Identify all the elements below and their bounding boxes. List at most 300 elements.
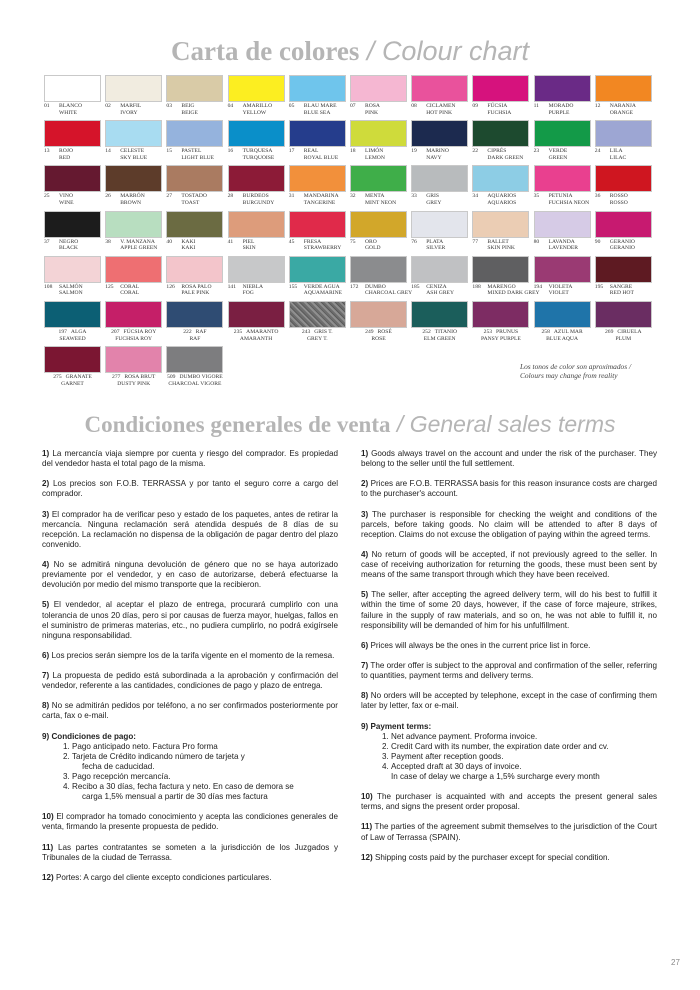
colour-chip [166,165,223,192]
colour-name-en: KAKI [181,245,196,252]
colour-code: 235 [233,329,243,335]
colour-swatch-23 [534,120,591,161]
clause-heading: 9) Condiciones de pago: [42,731,136,741]
colour-name-en: LAVENDER [548,245,579,252]
colour-code: 08 [411,103,417,109]
colour-chip [595,120,652,147]
colour-name-es: TOSTADO [181,193,207,200]
colour-name-en: TURQUOISE [242,154,275,161]
colour-label [472,329,529,342]
colour-chip [228,211,285,238]
clause: 2) Prices are F.O.B. TERRASSA basis for this reason insurance costs are charged to the purchaser's account. [361,479,657,499]
colour-name-en: FUCHSIA [487,109,512,116]
colour-name-es: NEGRO [59,238,79,245]
colour-swatch-25 [44,165,101,206]
colour-swatch-07 [350,75,407,116]
colour-code: 269 [604,329,614,335]
colour-name-en: APPLE GREEN [120,245,158,252]
colour-chip [472,120,529,147]
colour-name-es: AMARILLO [242,103,273,109]
colour-swatch-35 [534,165,591,206]
colour-code: 141 [227,283,236,290]
colour-name-es: AQUARIOS [487,193,517,200]
clause: 12) Portes: A cargo del cliente excepto condiciones particulares. [42,872,272,882]
colour-label [228,239,285,252]
colour-name-es: MARRÓN [120,193,145,200]
colour-swatch-90 [595,211,652,252]
colour-code: 27 [166,193,172,200]
colour-name-en: CHARCOAL VIGORE [168,380,222,387]
colour-name-es: ALGA [70,329,87,335]
colour-code: 126 [166,283,175,290]
colour-name-en: ASH GREY [426,290,455,297]
colour-name-en: ORANGE [609,109,634,116]
colour-chip [350,301,407,328]
colour-code: 19 [411,148,417,155]
colour-chip [105,75,162,102]
colour-name-es: FÚCSIA [487,103,508,109]
colour-swatch-76 [411,211,468,252]
colour-code: 07 [350,103,356,109]
colour-name-en: LEMON [365,154,385,161]
clause: 5) The seller, after accepting the agreed delivery term, will do his best to fulfill it within the time of some 20 days, however, if the case of force majeure, strikes, failure in the supply of raw materials, and so on, he was not able to fulfill it, no responsibility will be demanded of him for his unfulfillment. [361,590,657,630]
clause: 6) Los precios serán siempre los de la tarifa vigente en el momento de la remesa. [42,650,335,660]
colour-swatch-grid [44,75,660,395]
colour-label [595,193,652,206]
colour-name-en: LILAC [609,154,627,161]
colour-chip [595,211,652,238]
colour-label [228,193,285,206]
colour-name-en: YELLOW [242,109,267,116]
list-item: 1. Net advance payment. Proforma invoice. [391,732,657,742]
colour-name-en: BEIGE [181,109,198,116]
colour-label [472,103,529,116]
colour-chip [105,120,162,147]
colour-name-en: SKIN [242,245,256,252]
colour-name-es: BLAU MARE [303,103,337,109]
colour-label [166,284,223,297]
colour-name-en: DUSTY PINK [117,380,151,387]
colour-chip [166,301,223,328]
list-item: 3. Pago recepción mercancía. [72,772,338,782]
colour-swatch-34 [472,165,529,206]
colour-name-en: FUCHSIA NEON [548,199,590,206]
colour-swatch-38 [105,211,162,252]
colour-chip [472,211,529,238]
colour-chip [534,301,591,328]
colour-code: 32 [350,193,356,200]
colour-name-es: PETUNIA [548,193,573,200]
colour-label [350,239,407,252]
colour-swatch-28 [228,165,285,206]
clause: 6) Prices will always be the ones in the current price list in force. [361,640,591,650]
colour-code: 188 [472,283,481,290]
colour-swatch-207 [105,301,162,342]
colour-chip [534,120,591,147]
colour-code: 22 [472,148,478,155]
colour-chip [166,256,223,283]
colour-swatch-155 [289,256,346,297]
colour-name-en: GARNET [61,380,84,387]
clause: 7) The order offer is subject to the approval and confirmation of the seller, referring to quantities, payment terms and delivery terms. [361,660,657,681]
colour-name-es: CORAL [120,283,140,290]
colour-label [595,284,652,297]
colour-swatch-269 [595,301,652,342]
colour-swatch-141 [228,256,285,297]
colour-chip [44,301,101,328]
colour-swatch-197 [44,301,101,342]
colour-code: 277 [112,374,121,381]
colour-swatch-12 [595,75,652,116]
colour-name-es: LAVANDA [548,238,575,245]
colour-label [289,329,346,342]
colour-chip [595,75,652,102]
colour-name-en: GREEN [548,154,568,161]
colour-chart-title: Carta de colores / Colour chart [170,36,530,66]
colour-chip [534,256,591,283]
colour-code: 11 [533,103,539,109]
colour-code: 09 [472,103,478,109]
colour-code: 249 [365,329,374,335]
colour-swatch-09 [472,75,529,116]
colour-label [166,239,223,252]
colour-code: 15 [166,148,172,155]
colour-code: 90 [594,238,601,245]
colour-code: 37 [44,238,50,245]
clause: 1) La mercancía viaja siempre por cuenta y riesgo del comprador. Es propiedad del vendedor hasta el total pago de la misma. [42,449,338,469]
colour-chip [44,165,101,192]
colour-name-en: ELM GREEN [423,335,456,342]
colour-chip [472,256,529,283]
colour-chip [411,75,468,102]
colour-name-es: BALLET [487,238,509,245]
colour-name-es: FÚCSIA ROY [123,329,157,335]
list-item: 4. Recibo a 30 días, fecha factura y neto. En caso de demora se carga 1,5% mensual a partir de 30 días mes factura [72,782,338,802]
colour-name-es: CELESTE [120,148,145,155]
colour-label [105,374,162,387]
colour-swatch-22 [472,120,529,161]
colour-name-es: CIRUELA [617,329,642,335]
colour-name-es: GRIS [426,193,439,200]
colour-chip [44,211,101,238]
colour-name-en: AMARANTH [239,335,273,342]
clause: 8) No orders will be accepted by telephone, except in the case of confirming them later by letter, fax or e-mail. [361,691,658,711]
colour-label [105,103,162,116]
colour-code: 05 [288,103,295,109]
colour-code: 01 [44,103,50,109]
colour-swatch-01 [44,75,101,116]
list-item: 2. Credit Card with its number, the expiration date order and cv. [391,742,657,752]
colour-code: 125 [105,283,114,290]
colour-chip [350,256,407,283]
colour-label [44,239,101,252]
colour-name-es: GRANATE [65,374,92,381]
colour-name-es: CICLAMEN [426,103,456,109]
colour-name-en: BROWN [120,199,142,206]
colour-name-en: RAF [189,335,201,342]
colour-name-es: RAF [195,329,207,335]
colour-chip [44,346,101,373]
colour-label [228,284,285,297]
clause: 12) Shipping costs paid by the purchaser except for special condition. [361,852,610,862]
colour-name-es: DUMBO VIGORE [179,374,223,381]
colour-name-es: CIPRÉS [487,148,507,155]
colour-label [472,239,529,252]
colour-chip [228,165,285,192]
colour-label [472,193,529,206]
clause: 3) El comprador ha de verificar peso y estado de los paquetes, antes de retirar la mercancía. Ninguna reclamación será atendida después de 8 días de su recepción. La reclamación no dispensa de la obligación de pagar dentro del plazo convenido. [42,509,338,549]
colour-name-es: ROSA BRUT [124,374,156,381]
colour-name-en: CORAL [120,290,140,297]
colour-code: 13 [44,148,50,155]
colour-code: 18 [350,148,356,155]
colour-code: 23 [533,148,540,155]
colour-name-es: TURQUESA [242,148,273,155]
colour-code: 195 [594,283,604,290]
colour-code: 45 [288,238,295,245]
colour-name-es: BLANCO [59,103,82,109]
colour-name-es: BEIG [181,103,195,109]
colour-code: 185 [411,283,420,290]
colour-swatch-03 [166,75,223,116]
colour-chip [595,256,652,283]
colour-code: 509 [167,374,176,381]
colour-swatch-19 [411,120,468,161]
colour-name-en: BLACK [59,245,78,252]
colour-label [534,148,591,161]
colour-name-es: CENIZA [426,283,447,290]
colour-chip [350,75,407,102]
colour-name-en: FUCHSIA ROY [115,335,153,342]
colour-swatch-77 [472,211,529,252]
colour-name-es: ROSA PALO [181,283,212,290]
colour-label [350,103,407,116]
colour-name-en: TOAST [181,199,200,206]
colour-name-en: PANSY PURPLE [480,335,521,342]
colour-label [534,103,591,116]
clause: 7) La propuesta de pedido está subordinada a la aprobación y confirmación del vendedor, referente a las cantidades, condiciones de pago y plazo de entrega. [42,671,339,691]
list-item: 3. Payment after reception goods. [391,752,657,762]
colour-label [289,284,346,297]
colour-name-en: BURGUNDY [242,199,275,206]
colour-swatch-17 [289,120,346,161]
colour-name-en: PALE PINK [181,290,210,297]
colour-name-es: MARFIL [120,103,142,109]
colour-chip [472,301,529,328]
colour-name-es: GRIS T. [314,329,333,335]
colour-name-es: FRESA [303,238,322,245]
colour-label [44,284,101,297]
colour-name-es: NARANJA [609,103,636,109]
colour-code: 31 [288,193,295,200]
colour-chip [350,211,407,238]
colour-label [350,148,407,161]
colour-chip [289,120,346,147]
colour-label [228,148,285,161]
colour-code: 75 [350,238,356,245]
colour-name-es: MORADO [548,103,574,109]
colour-label [166,193,223,206]
colour-swatch-125 [105,256,162,297]
colour-chip [289,301,346,328]
colour-swatch-243 [289,301,346,342]
colour-name-es: ROSA [365,103,380,109]
colour-label [289,239,346,252]
colour-chip [411,120,468,147]
colour-name-es: ROJO [59,148,73,155]
list-item: 4. Accepted draft at 30 days of invoice. In case of delay we charge a 1,5% surcharge every month [391,762,657,782]
colour-code: 258 [541,329,550,335]
clause: 8) No se admitirán pedidos por teléfono, a no ser confirmados posteriormente por carta, fax o e-mail. [42,701,338,721]
colour-swatch-18 [350,120,407,161]
colour-name-en: RED [59,154,71,161]
colour-chip [289,211,346,238]
colour-name-en: ROSSO [609,199,628,206]
colour-label [595,103,652,116]
colour-swatch-258 [534,301,591,342]
colour-swatch-253 [472,301,529,342]
colour-name-es: MARINO [426,148,449,155]
colour-code: 25 [44,193,50,200]
colour-name-en: GREY [426,199,442,206]
colour-swatch-33 [411,165,468,206]
colour-name-en: SKIN PINK [487,245,515,252]
colour-name-en: TANGERINE [303,199,336,206]
clause: 4) No se admitirá ninguna devolución de género que no se haya autorizado previamente por el vendedor, y en caso de autorizarse, deberá efectuarse la devolución por medio del mismo transporte que la recibieron. [42,560,339,590]
colour-name-en: PURPLE [548,109,570,116]
colour-swatch-509 [166,346,223,387]
colour-name-en: SKY BLUE [120,154,148,161]
colour-name-en: WHITE [59,109,78,116]
colour-label [105,239,162,252]
colour-name-es: GERANIO [609,238,635,245]
colour-disclaimer-note: Los tonos de color son aproximados / Colours may change from reality [520,362,631,380]
clause: 10) The purchaser is acquainted with and accepts the present general sales terms, and signs the present order proposal. [361,792,657,812]
colour-name-es: MENTA [365,193,385,200]
colour-name-es: PIEL [242,238,255,245]
colour-chip [472,75,529,102]
colour-label [44,103,101,116]
colour-code: 207 [111,329,120,335]
colour-swatch-40 [166,211,223,252]
colour-name-en: AQUAMARINE [303,290,343,297]
colour-swatch-222 [166,301,223,342]
colour-name-en: SALMON [59,290,83,297]
colour-swatch-27 [166,165,223,206]
colour-code: 197 [58,329,67,335]
colour-swatch-04 [228,75,285,116]
colour-name-en: BLUE AQUA [546,335,579,342]
colour-chip [44,75,101,102]
colour-chip [411,301,468,328]
colour-name-en: MIXED DARK GREY [487,290,540,297]
colour-swatch-80 [534,211,591,252]
colour-label [166,148,223,161]
colour-name-en: GOLD [365,245,381,252]
colour-label [411,103,468,116]
colour-swatch-31 [289,165,346,206]
list-item: 1. Pago anticipado neto. Factura Pro forma [72,742,338,752]
colour-chip [105,256,162,283]
colour-swatch-185 [411,256,468,297]
colour-chip [228,120,285,147]
colour-label [228,103,285,116]
colour-code: 243 [301,329,311,335]
colour-label [350,193,407,206]
colour-name-en: ROYAL BLUE [303,154,339,161]
colour-name-en: IVORY [120,109,138,116]
colour-code: 16 [227,148,234,155]
colour-name-en: PLUM [615,335,632,342]
colour-swatch-24 [595,120,652,161]
colour-swatch-194 [534,256,591,297]
colour-name-en: CHARCOAL GREY [365,290,413,297]
colour-chip [534,165,591,192]
colour-name-en: HOT PINK [426,109,453,116]
colour-label [534,284,591,297]
colour-code: 17 [288,148,295,155]
colour-swatch-08 [411,75,468,116]
colour-chip [228,256,285,283]
colour-code: 24 [594,148,601,155]
colour-code: 36 [594,193,601,200]
clause: 2) Los precios son F.O.B. TERRASSA y por tanto el seguro corre a cargo del comprador. [42,479,339,499]
colour-name-es: LILA [609,148,623,155]
clause: 11) Las partes contratantes se someten a la jurisdicción de los Juzgados y Tribunales de la ciudad de Terrassa. [42,842,339,862]
colour-name-es: ROSSO [609,193,628,200]
colour-name-es: VINO [59,193,73,200]
colour-name-en: PINK [365,109,379,116]
sales-terms-title: Condiciones generales de venta / General sales terms [84,411,616,437]
sales-terms-english-column [361,449,657,873]
colour-code: 26 [105,193,111,200]
colour-label [105,284,162,297]
colour-swatch-16 [228,120,285,161]
clause: 10) El comprador ha tomado conocimiento y acepta las condiciones generales de venta, firmando la presente propuesta de pedido. [42,812,338,832]
colour-swatch-235 [228,301,285,342]
colour-name-en: STRAWBERRY [303,245,342,252]
colour-name-en: VIOLET [548,290,569,297]
colour-label [411,148,468,161]
colour-name-en: DARK GREEN [487,154,524,161]
colour-chip [105,165,162,192]
colour-name-es: LIMÓN [365,148,384,155]
colour-swatch-108 [44,256,101,297]
colour-label [411,284,468,297]
colour-swatch-275 [44,346,101,387]
colour-swatch-252 [411,301,468,342]
colour-chip [166,75,223,102]
colour-chip [105,211,162,238]
colour-chip [228,301,285,328]
colour-name-en: NAVY [426,154,442,161]
colour-name-es: AZUL MAR [553,329,583,335]
colour-chip [289,256,346,283]
colour-label [595,239,652,252]
colour-code: 03 [166,103,172,109]
colour-code: 35 [533,193,540,200]
colour-swatch-13 [44,120,101,161]
colour-swatch-126 [166,256,223,297]
list-item: 2. Tarjeta de Crédito indicando número de tarjeta y fecha de caducidad. [72,752,338,772]
colour-label [350,283,413,297]
colour-code: 33 [411,193,417,200]
colour-code: 77 [472,238,478,245]
colour-swatch-02 [105,75,162,116]
colour-code: 04 [227,103,234,109]
clause: 4) No return of goods will be accepted, if not previously agreed to the seller. In case of receiving authorization for returning the goods, these must been sent by means of the same transport through which they have been received. [361,549,657,580]
colour-code: 155 [288,283,298,290]
